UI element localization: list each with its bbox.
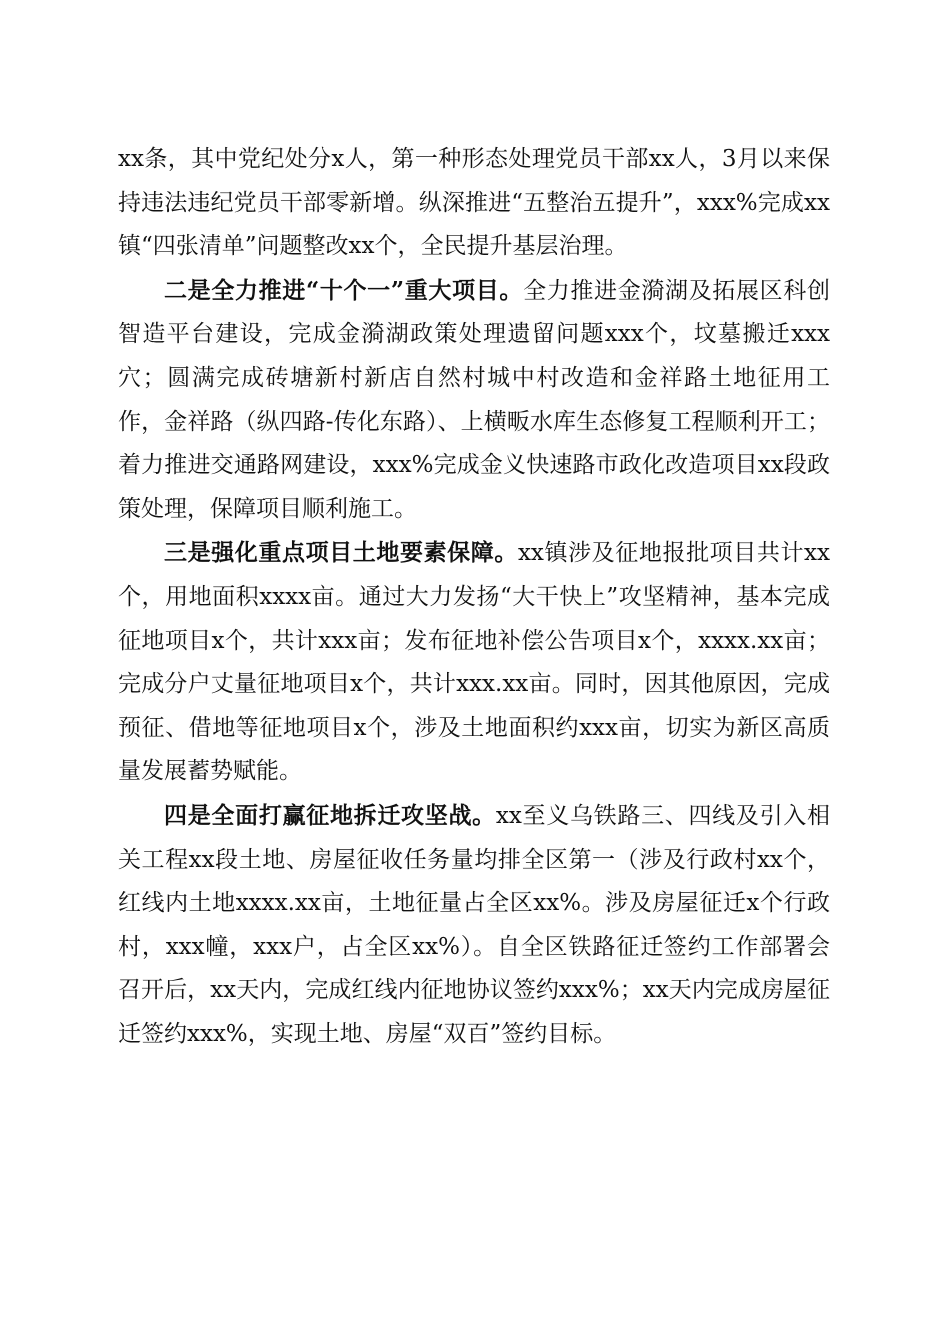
paragraph-lead: 二是全力推进“十个一”重大项目。	[164, 276, 524, 304]
paragraph-lead: 四是全面打赢征地拆迁攻坚战。	[164, 801, 496, 829]
paragraph-continuation	[118, 138, 830, 269]
paragraph-land-guarantee	[118, 531, 830, 794]
paragraph-demolition	[118, 794, 830, 1057]
paragraph-body: xx至义乌铁路三、四线及引入相关工程xx段土地、房屋征收任务量均排全区第一（涉及行政村xx个，红线内土地xxxx.xx亩，土地征量占全区xx%。涉及房屋征迁x个行政村，xxx幢，xxx户，占全区xx%）。自全区铁路征迁签约工作部署会召开后，xx天内，完成红线内征地协议签约xxx%；xx天内完成房屋征迁签约xxx%，实现土地、房屋“双百”签约目标。	[118, 802, 831, 1047]
paragraph-lead: 三是强化重点项目土地要素保障。	[164, 539, 518, 567]
paragraph-body: 全力推进金漪湖及拓展区科创智造平台建设，完成金漪湖政策处理遗留问题xxx个，坟墓搬迁xxx穴；圆满完成砖塘新村新店自然村城中村改造和金祥路土地征用工作，金祥路（纵四路-传化东路）、上横畈水库生态修复工程顺利开工；着力推进交通路网建设，xxx%完成金义快速路市政化改造项目xx段政策处理，保障项目顺利施工。	[118, 277, 831, 522]
paragraph-major-projects	[118, 269, 830, 532]
document-page	[118, 138, 830, 1056]
paragraph-body: xx镇涉及征地报批项目共计xx个，用地面积xxxx亩。通过大力发扬“大干快上”攻坚精神，基本完成征地项目x个，共计xxx亩；发布征地补偿公告项目x个，xxxx.xx亩；完成分户丈量征地项目x个，共计xxx.xx亩。同时，因其他原因，完成预征、借地等征地项目x个，涉及土地面积约xxx亩，切实为新区高质量发展蓄势赋能。	[118, 540, 830, 785]
paragraph-body: xx条，其中党纪处分x人，第一种形态处理党员干部xx人，3月以来保持违法违纪党员干部零新增。纵深推进“五整治五提升”，xxx%完成xx镇“四张清单”问题整改xx个，全民提升基层治理。	[118, 146, 830, 260]
